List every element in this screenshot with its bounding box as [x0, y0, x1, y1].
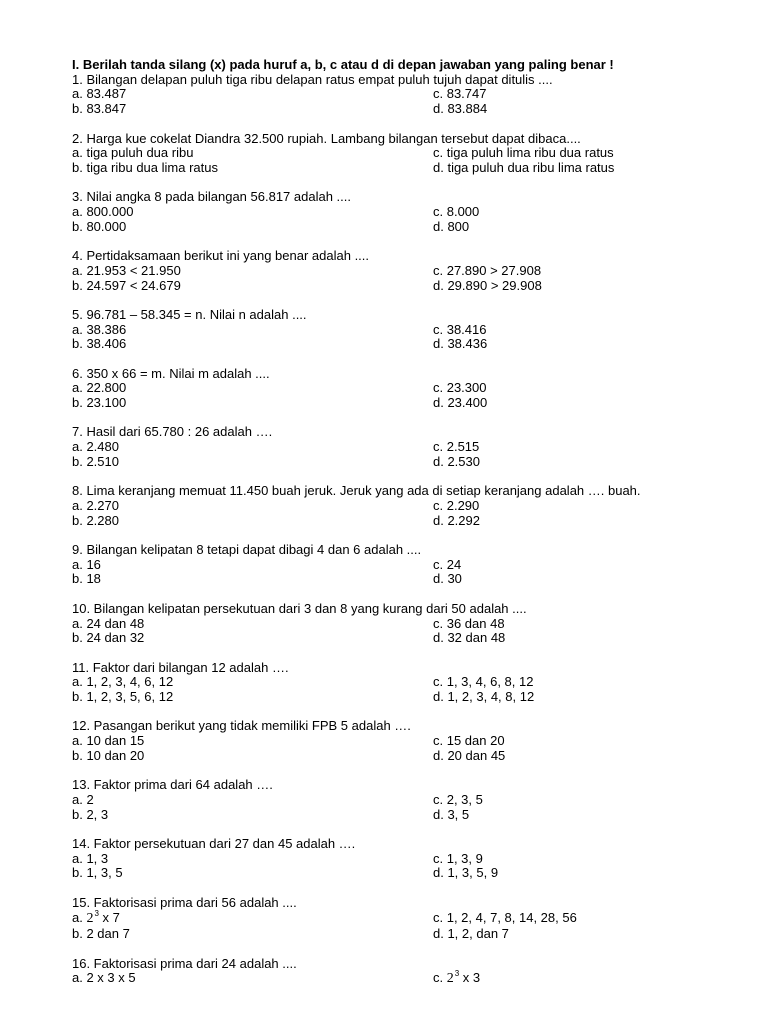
question-text: 8. Lima keranjang memuat 11.450 buah jeruk. Jeruk yang ada di setiap keranjang adalah …. buah. [72, 483, 641, 499]
option-c: c. 1, 3, 9 [433, 850, 483, 866]
question-text: 9. Bilangan kelipatan 8 tetapi dapat dibagi 4 dan 6 adalah .... [72, 542, 422, 558]
question-15 [72, 896, 768, 942]
option-a: a. 24 dan 48 [72, 615, 145, 631]
option-a: a. tiga puluh dua ribu [72, 145, 194, 161]
option-b: b. 1, 2, 3, 5, 6, 12 [72, 689, 174, 705]
option-a-prefix: a. [72, 909, 87, 925]
option-c: c. 36 dan 48 [433, 615, 505, 631]
option-c: c. 24 [433, 556, 462, 572]
option-b: b. tiga ribu dua lima ratus [72, 159, 218, 175]
question-9 [72, 543, 768, 587]
option-b: b. 24 dan 32 [72, 630, 145, 646]
option-d: d. 23.400 [433, 395, 488, 411]
question-8 [72, 484, 768, 528]
option-c: c. 2.290 [433, 497, 480, 513]
option-d: d. 29.890 > 29.908 [433, 277, 542, 293]
question-text: 3. Nilai angka 8 pada bilangan 56.817 adalah .... [72, 189, 351, 205]
option-c: c. 15 dan 20 [433, 733, 505, 749]
option-d: d. 30 [433, 571, 462, 587]
option-c: c. 83.747 [433, 86, 487, 102]
option-c: c. 23.300 [433, 380, 487, 396]
option-c-exponent: 3 [454, 969, 460, 979]
option-c-rest: x 3 [459, 970, 481, 986]
question-text: 13. Faktor prima dari 64 adalah …. [72, 777, 273, 793]
question-text: 1. Bilangan delapan puluh tiga ribu delapan ratus empat puluh tujuh dapat ditulis .... [72, 71, 553, 87]
option-a [72, 908, 433, 928]
option-b: b. 38.406 [72, 336, 127, 352]
option-d: d. 38.436 [433, 336, 488, 352]
option-d: d. 2.292 [433, 512, 480, 528]
question-text: 2. Harga kue cokelat Diandra 32.500 rupiah. Lambang bilangan tersebut dapat dibaca.... [72, 130, 581, 146]
option-d: d. 1, 2, 3, 4, 8, 12 [433, 689, 535, 705]
question-text: 14. Faktor persekutuan dari 27 dan 45 adalah …. [72, 836, 356, 852]
option-c: c. tiga puluh lima ribu dua ratus [433, 145, 614, 161]
option-c [433, 971, 768, 988]
option-b: b. 18 [72, 571, 101, 587]
option-a: a. 38.386 [72, 321, 127, 337]
option-b: b. 80.000 [72, 218, 127, 234]
question-text: 4. Pertidaksamaan berikut ini yang benar adalah .... [72, 248, 370, 264]
option-c: c. 8.000 [433, 204, 480, 219]
option-d: d. 1, 2, dan 7 [433, 926, 509, 942]
option-d: d. 1, 3, 5, 9 [433, 865, 499, 881]
option-a: a. 83.487 [72, 86, 127, 102]
option-d: d. 20 dan 45 [433, 747, 506, 763]
question-13 [72, 778, 768, 822]
question-text: 10. Bilangan kelipatan persekutuan dari 3 dan 8 yang kurang dari 50 adalah .... [72, 600, 527, 616]
question-5 [72, 308, 768, 352]
question-text: 15. Faktorisasi prima dari 56 adalah .... [72, 894, 297, 910]
question-6 [72, 367, 768, 411]
option-d: d. 3, 5 [433, 806, 470, 822]
question-3 [72, 190, 768, 234]
option-d: d. tiga puluh dua ribu lima ratus [433, 159, 615, 175]
question-12 [72, 719, 768, 763]
question-7 [72, 425, 768, 469]
option-a-exponent: 3 [94, 908, 99, 918]
question-11 [72, 661, 768, 705]
option-a: a. 22.800 [72, 380, 127, 396]
question-1 [72, 73, 768, 117]
option-b: b. 2, 3 [72, 806, 109, 822]
option-a: a. 2 x 3 x 5 [72, 970, 136, 986]
question-text: 5. 96.781 – 58.345 = n. Nilai n adalah .... [72, 306, 307, 322]
question-10 [72, 602, 768, 646]
question-4 [72, 249, 768, 293]
option-a: a. 1, 3 [72, 850, 109, 866]
instruction-heading: I. Berilah tanda silang (x) pada huruf a, b, c atau d di depan jawaban yang paling benar ! [72, 57, 614, 72]
option-b: b. 10 dan 20 [72, 747, 145, 763]
option-c: c. 2.515 [433, 439, 480, 455]
option-d: d. 2.530 [433, 453, 480, 469]
option-c-prefix: c. [433, 970, 447, 986]
question-14 [72, 837, 768, 881]
option-b: b. 2.280 [72, 512, 119, 528]
question-16 [72, 957, 768, 988]
option-c: c. 38.416 [433, 321, 487, 337]
option-b: b. 83.847 [72, 101, 127, 117]
option-c: c. 1, 2, 4, 7, 8, 14, 28, 56 [433, 909, 577, 925]
option-c-base: 2 [446, 971, 454, 987]
option-a: a. 1, 2, 3, 4, 6, 12 [72, 674, 174, 690]
option-b: b. 2 dan 7 [72, 926, 130, 942]
question-text: 12. Pasangan berikut yang tidak memiliki FPB 5 adalah …. [72, 718, 411, 734]
option-a: a. 10 dan 15 [72, 733, 145, 749]
question-2 [72, 132, 768, 176]
option-a: a. 2.480 [72, 439, 119, 455]
option-a-rest: x 7 [98, 909, 120, 925]
option-a: a. 2.270 [72, 497, 119, 513]
option-c: c. 27.890 > 27.908 [433, 262, 542, 278]
question-text: 11. Faktor dari bilangan 12 adalah …. [72, 659, 289, 675]
option-a: a. 2 [72, 791, 94, 807]
option-b: b. 23.100 [72, 395, 127, 411]
option-a: a. 16 [72, 556, 101, 572]
option-d: d. 32 dan 48 [433, 630, 506, 646]
option-b: b. 24.597 < 24.679 [72, 277, 181, 293]
option-b: b. 1, 3, 5 [72, 865, 123, 881]
option-c: c. 1, 3, 4, 6, 8, 12 [433, 674, 534, 690]
option-a: a. 800.000 [72, 204, 134, 219]
option-d: d. 83.884 [433, 101, 488, 117]
option-b: b. 2.510 [72, 453, 119, 469]
option-d: d. 800 [433, 218, 470, 234]
question-text: 7. Hasil dari 65.780 : 26 adalah …. [72, 424, 273, 440]
question-text: 16. Faktorisasi prima dari 24 adalah .... [72, 955, 297, 971]
question-text: 6. 350 x 66 = m. Nilai m adalah .... [72, 365, 270, 381]
option-c: c. 2, 3, 5 [433, 791, 483, 807]
option-a-base: 2 [86, 910, 94, 926]
option-a: a. 21.953 < 21.950 [72, 262, 181, 278]
